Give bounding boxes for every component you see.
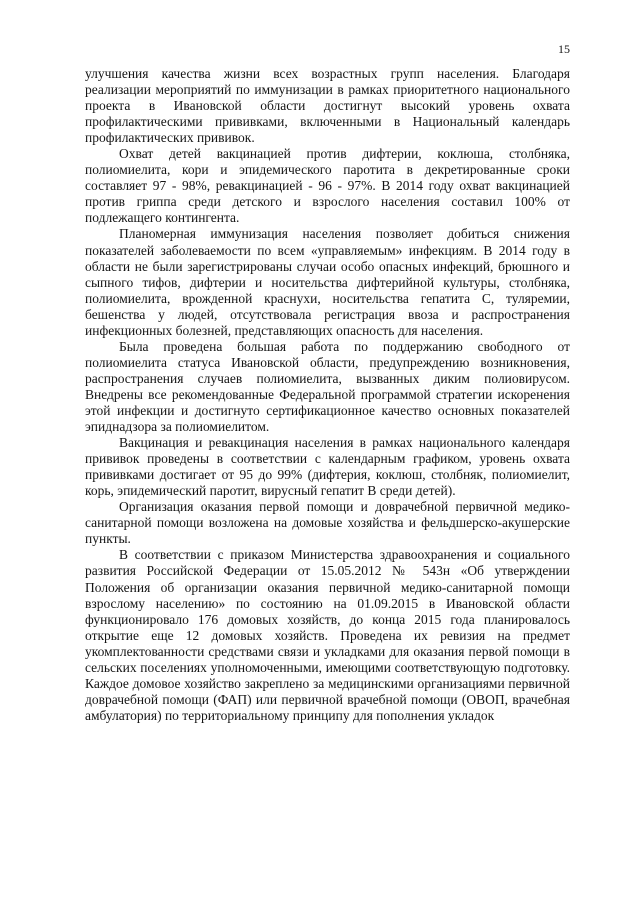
paragraph-polio-status: Была проведена большая работа по поддержанию свободного от полиомиелита статуса Ивановской области, предупреждению возникновения, распространения случаев полиомиелита, вызванных диким полиовирусом. Внедрены все рекомендованные Федеральной программой стратегии искоренения этой инфекции и достигнуто сертификационное качество основных показателей эпиднадзора за полиомиелитом. — [85, 338, 570, 435]
paragraph-national-calendar: Вакцинация и ревакцинация населения в рамках национального календаря прививок проведены в соответствии с календарным графиком, уровень охвата прививками достигает от 95 до 99% (дифтерия, коклюш, столбняк, полиомиелит, корь, эпидемический паротит, вирусный гепатит В среди детей). — [85, 435, 570, 499]
paragraph-planned-immunization: Планомерная иммунизация населения позволяет добиться снижения показателей заболеваемости по всем «управляемым» инфекциям. В 2014 году в области не были зарегистрированы случаи особо опасных инфекций, брюшного и сыпного тифов, дифтерии и носительства дифтерийной культуры, столбняка, полиомиелита, врожденной краснухи, носительства гепатита С, туляремии, бешенства у людей, отсутствовала регистрация ввоза и распространения инфекционных болезней, представляющих опасность для населения. — [85, 226, 570, 338]
paragraph-continued: улучшения качества жизни всех возрастных групп населения. Благодаря реализации мероприятий по иммунизации в рамках приоритетного национального проекта в Ивановской области достигнут высокий уровень охвата профилактическими прививками, включенными в Национальный календарь профилактических прививок. — [85, 66, 570, 146]
paragraph-vaccination-coverage: Охват детей вакцинацией против дифтерии, коклюша, столбняка, полиомиелита, кори и эпидемического паротита в декретированные сроки составляет 97 - 98%, ревакцинацией - 96 - 97%. В 2014 году охват вакцинацией против гриппа среди детского и взрослого населения составил 100% от подлежащего контингента. — [85, 146, 570, 226]
page-number: 15 — [558, 42, 570, 56]
document-body — [85, 66, 570, 724]
paragraph-first-aid-organization: Организация оказания первой помощи и доврачебной первичной медико-санитарной помощи возложена на домовые хозяйства и фельдшерско-акушерские пункты. — [85, 499, 570, 547]
paragraph-ministry-order: В соответствии с приказом Министерства здравоохранения и социального развития Российской Федерации от 15.05.2012 № 543н «Об утверждении Положения об организации оказания первичной медико-санитарной помощи взрослому населению» по состоянию на 01.09.2015 в Ивановской области функционировало 176 домовых хозяйств, до конца 2015 года планировалось открытие еще 12 домовых хозяйств. Проведена их ревизия на предмет укомплектованности средствами связи и укладками для оказания первой помощи в сельских поселениях уполномоченными, имеющими соответствующую подготовку. Каждое домовое хозяйство закреплено за медицинскими организациями первичной доврачебной помощи (ФАП) или первичной врачебной помощи (ОВОП, врачебная амбулатория) по территориальному принципу для пополнения укладок — [85, 547, 570, 723]
